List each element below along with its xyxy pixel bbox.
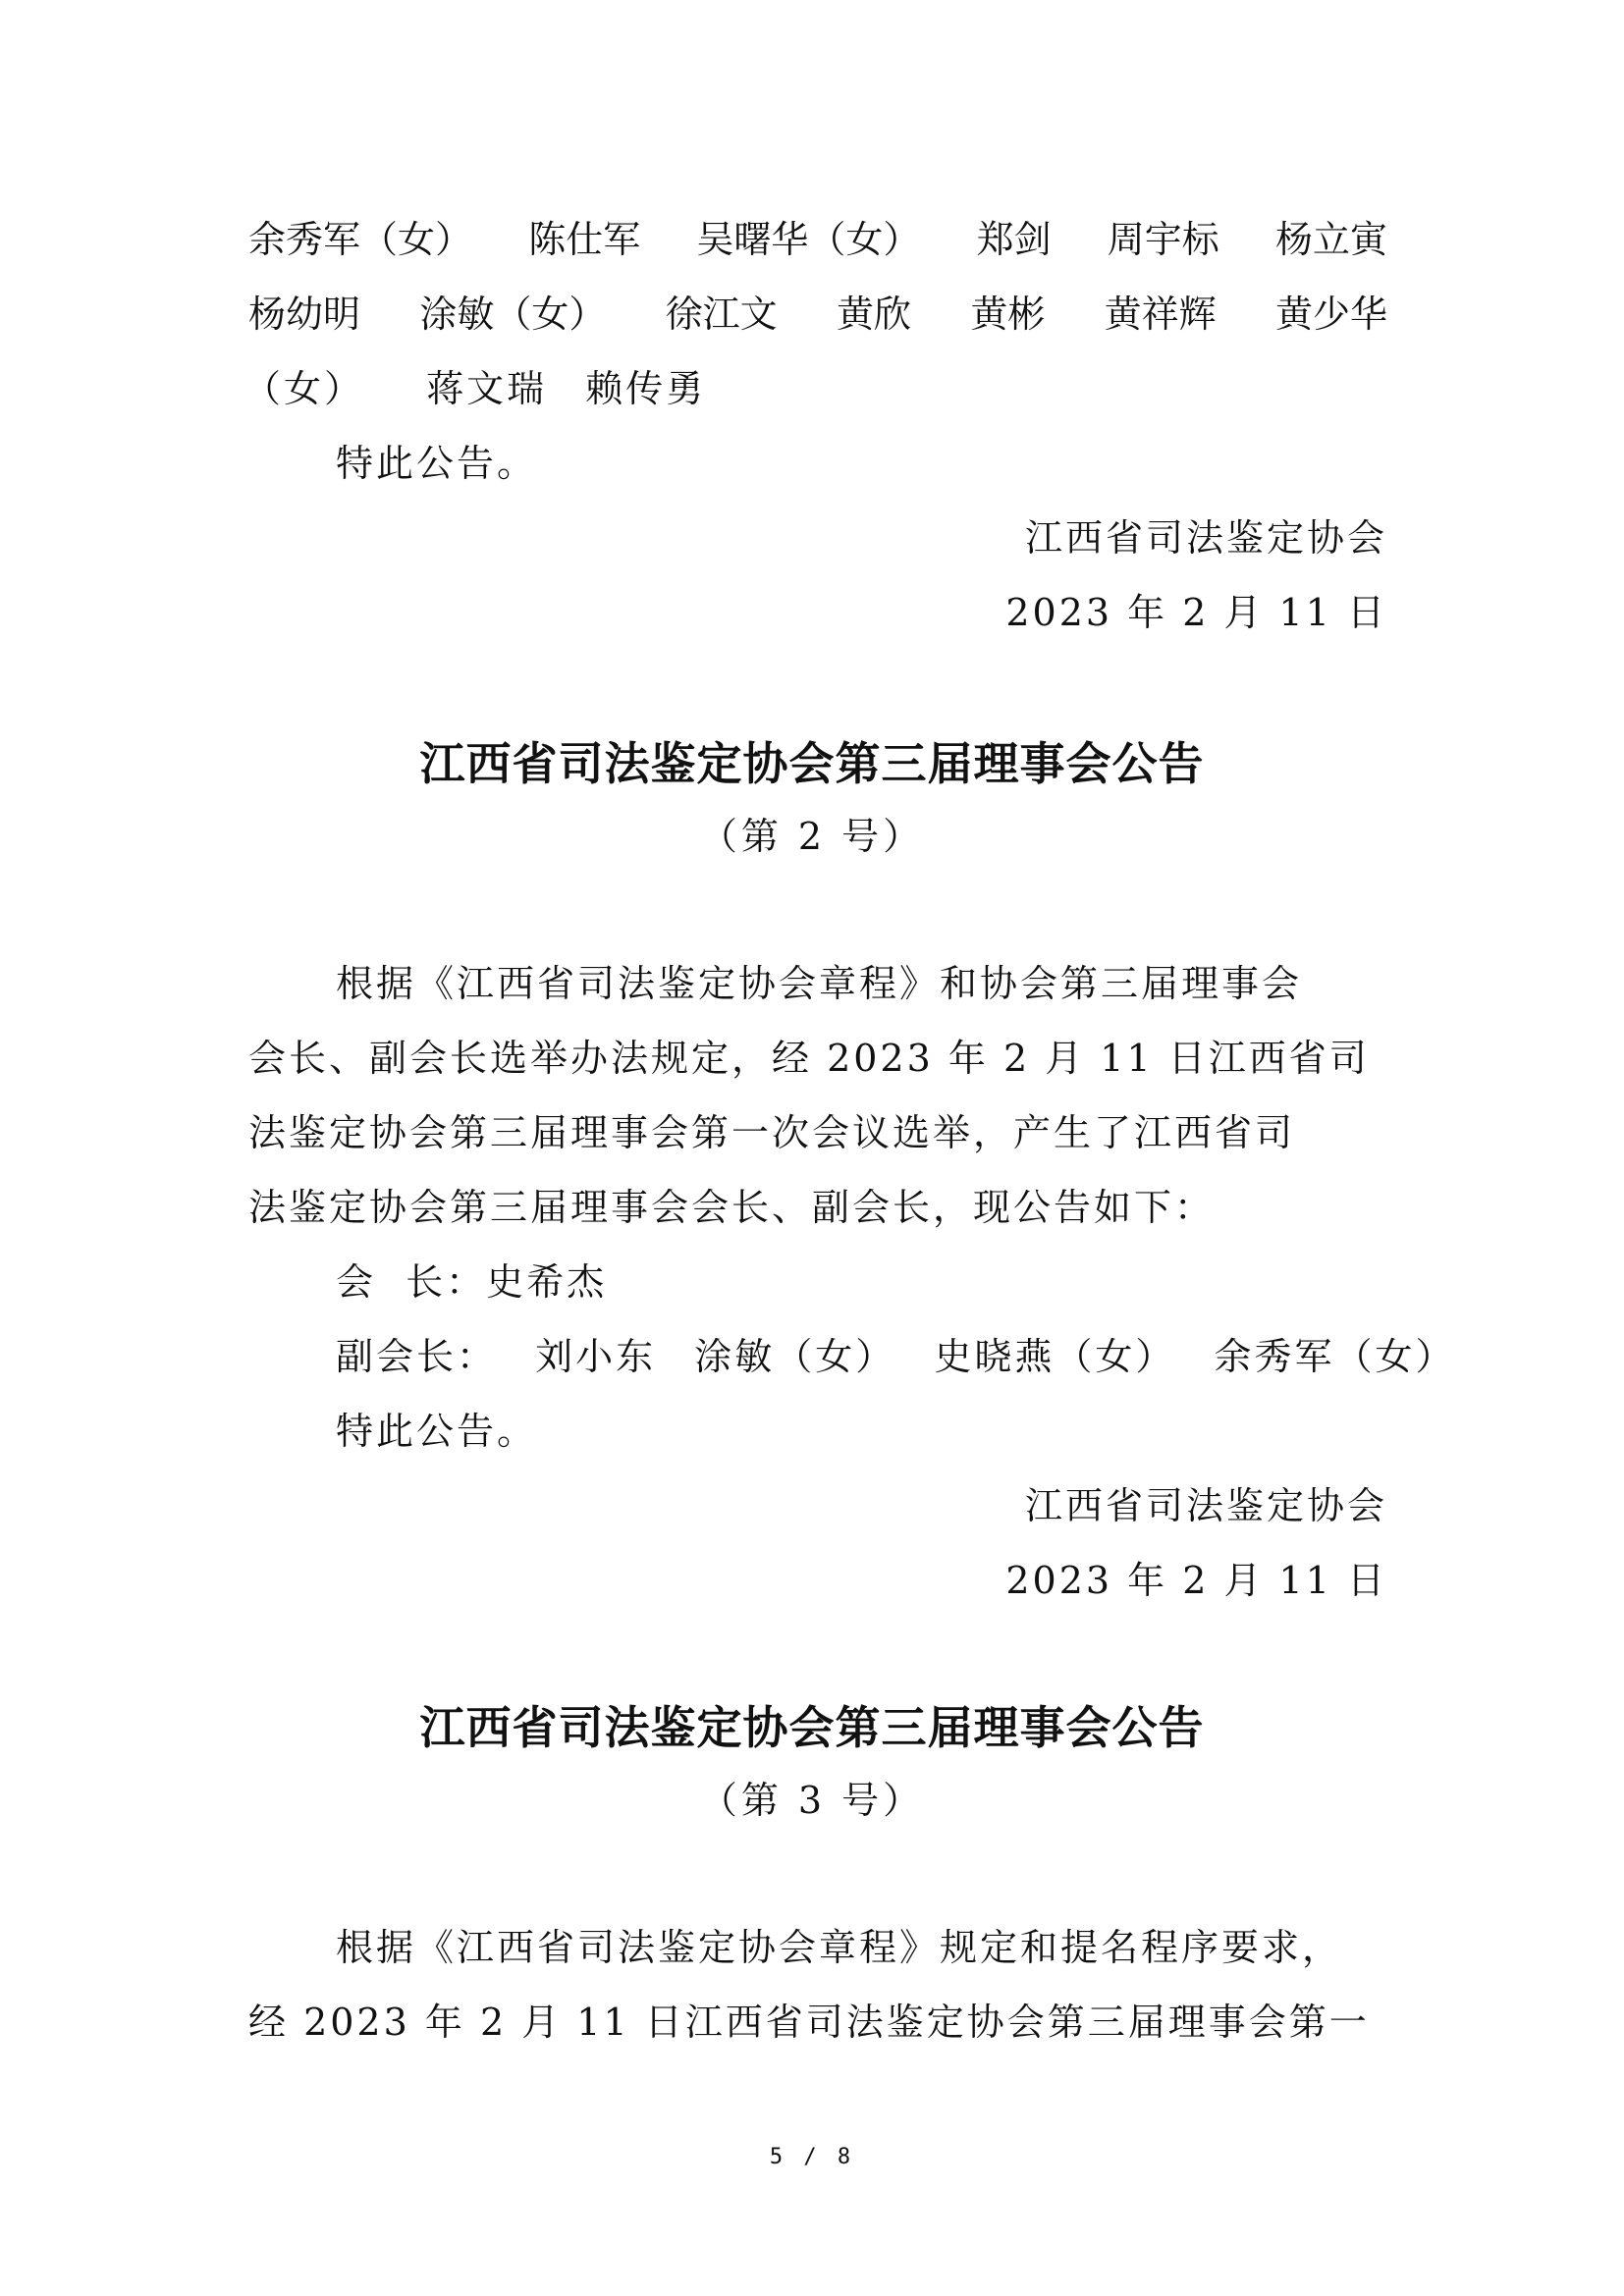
name-list-line-1 [248, 214, 1387, 265]
name: 吴曙华（女） [696, 218, 921, 261]
vice-president-name: 涂敏（女） [694, 1335, 896, 1378]
signature: 江西省司法鉴定协会 [1024, 1484, 1387, 1527]
name: 杨幼明 [248, 293, 361, 336]
name: 余秀军（女） [248, 218, 473, 261]
signature: 江西省司法鉴定协会 [1024, 516, 1387, 560]
vice-president-label: 副会长： [336, 1335, 498, 1378]
name: 杨立寅 [1274, 218, 1387, 261]
name: 赖传勇 [585, 367, 707, 410]
notice-title: 江西省司法鉴定协会第三届理事会公告 [419, 1701, 1205, 1754]
date: 2023 年 2 月 11 日 [1005, 1559, 1387, 1602]
notice-number: （第 3 号） [699, 1779, 925, 1822]
closing-text: 特此公告。 [336, 1410, 538, 1453]
president-label: 会 长： [336, 1260, 487, 1304]
name: 黄欣 [836, 293, 911, 336]
closing-text: 特此公告。 [336, 442, 538, 485]
vice-president-name: 刘小东 [535, 1335, 657, 1378]
name: 黄祥辉 [1104, 293, 1217, 336]
notice-number: （第 2 号） [699, 815, 925, 858]
body-line: 经 2023 年 2 月 11 日江西省司法鉴定协会第三届理事会第一 [248, 2001, 1370, 2044]
body-line: 会长、副会长选举办法规定，经 2023 年 2 月 11 日江西省司 [248, 1037, 1370, 1080]
president-name: 史希杰 [486, 1260, 608, 1304]
name: 蒋文瑞 [426, 367, 548, 410]
name: 黄彬 [970, 293, 1046, 336]
name-list-line-2 [248, 289, 1387, 340]
president-line [336, 1256, 1387, 1308]
page-number: 5 / 8 [769, 2145, 855, 2169]
name: 涂敏（女） [419, 293, 607, 336]
notice-title: 江西省司法鉴定协会第三届理事会公告 [419, 737, 1205, 790]
name: 郑剑 [976, 218, 1052, 261]
body-line: 根据《江西省司法鉴定协会章程》规定和提名程序要求， [336, 1926, 1343, 1969]
vice-president-name: 余秀军（女） [1214, 1335, 1456, 1378]
body-line: 法鉴定协会第三届理事会第一次会议选举，产生了江西省司 [248, 1111, 1296, 1154]
vice-president-line [336, 1331, 1456, 1382]
name: 黄少华 [1274, 293, 1387, 336]
name: 周宇标 [1107, 218, 1219, 261]
vice-president-name: 史晓燕（女） [934, 1335, 1176, 1378]
name: （女） [244, 367, 365, 410]
name-list-line-3 [244, 363, 1382, 414]
date: 2023 年 2 月 11 日 [1005, 591, 1387, 634]
name: 陈仕军 [528, 218, 641, 261]
name: 徐江文 [665, 293, 778, 336]
body-line: 法鉴定协会第三届理事会会长、副会长，现公告如下： [248, 1186, 1216, 1229]
body-line: 根据《江西省司法鉴定协会章程》和协会第三届理事会 [336, 962, 1303, 1005]
